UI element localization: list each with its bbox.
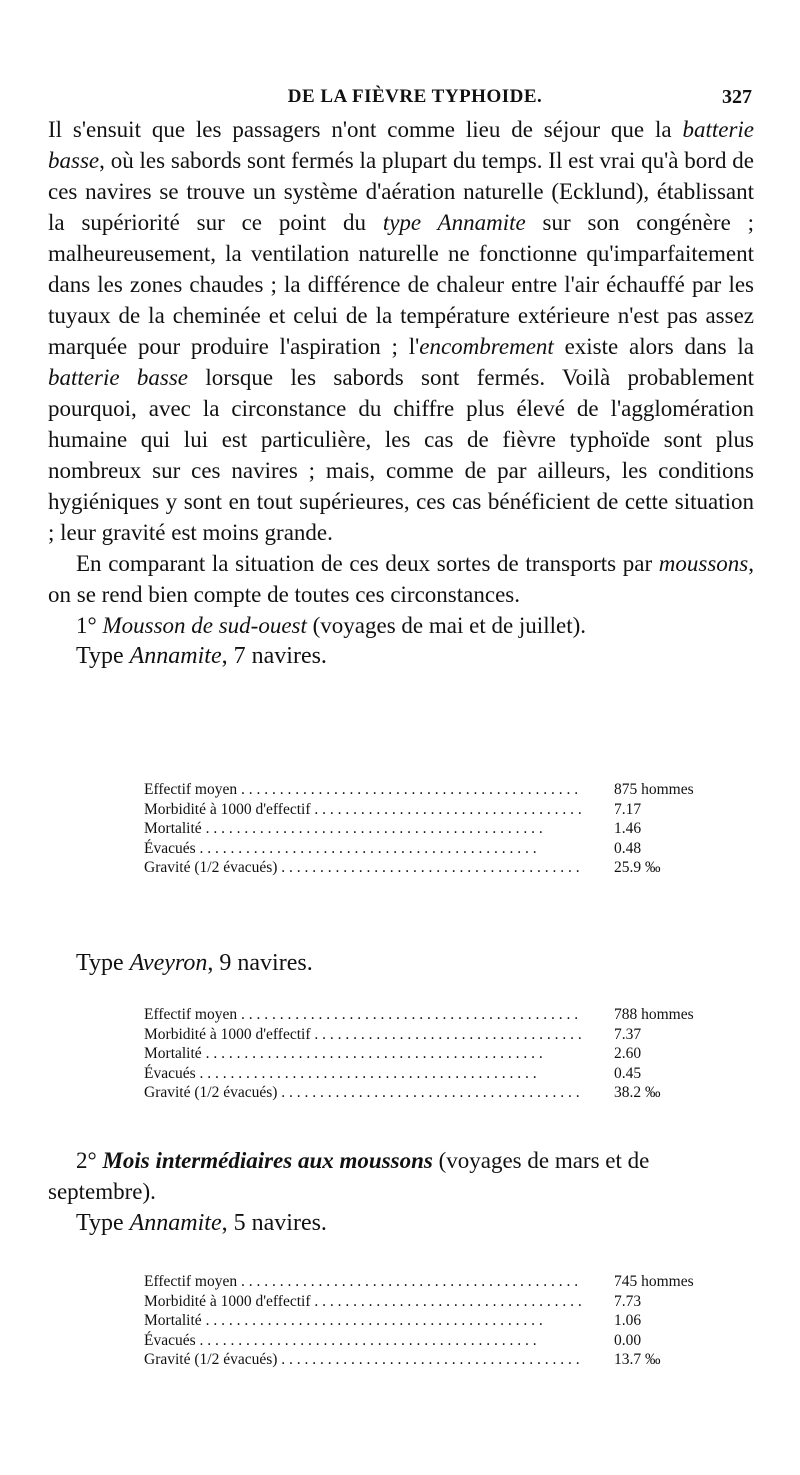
stat-table-aveyron-sud-ouest <box>144 1005 758 1103</box>
table-row: Effectif moyen . . . 788 hommes <box>144 1005 758 1025</box>
body-text <box>48 114 754 672</box>
table-row: Mortalité . . . 1.06 <box>144 1311 758 1331</box>
type-heading-3: Type Annamite, 5 navires. <box>76 1210 327 1236</box>
table-row: Gravité (1/2 évacués) . . . 13.7 ‰ <box>144 1350 758 1370</box>
type-heading-2: Type Aveyron, 9 navires. <box>76 950 313 976</box>
paragraph-2: En comparant la situation de ces deux sortes de transports par moussons, on se rend bien compte de toutes ces circonstances. <box>48 551 754 607</box>
table-row: Gravité (1/2 évacués) . . . 38.2 ‰ <box>144 1083 758 1103</box>
stat-table-annamite-sud-ouest <box>144 780 758 878</box>
paragraph-1: Il s'ensuit que les passagers n'ont comme lieu de séjour que la batterie basse, où les sabords sont fermés la plupart du temps. Il est vrai qu'à bord de ces navires se trouve un système d'aération naturelle (Ecklund), établissant la supériorité sur ce point du type Annamite sur son congénère ; malheureusement, la ventilation naturelle ne fonctionne qu'imparfaitement dans les zones chaudes ; la différence de chaleur entre l'air échauffé par les tuyaux de la cheminée et celui de la température extérieure n'est pas assez marquée pour produire l'aspiration ; l'encombrement existe alors dans la batterie basse lorsque les sabords sont fermés. Voilà probablement pourquoi, avec la circonstance du chiffre plus élevé de l'agglomération humaine qui lui est particulière, les cas de fièvre typhoïde sont plus nombreux sur ces navires ; mais, comme de par ailleurs, les conditions hygiéniques y sont en tout supérieures, ces cas bénéficient de cette situation ; leur gravité est moins grande. <box>48 117 755 545</box>
table-row: Morbidité à 1000 d'effectif . . . 7.37 <box>144 1025 758 1045</box>
running-title: DE LA FIÈVRE TYPHOIDE. <box>287 86 543 107</box>
table-row: Évacués . . . 0.48 <box>144 839 758 859</box>
table-row: Effectif moyen . . . 875 hommes <box>144 780 758 800</box>
table-row: Mortalité . . . 2.60 <box>144 1044 758 1064</box>
type-heading-1: Type Annamite, 7 navires. <box>76 643 327 669</box>
section-heading-1: 1° Mousson de sud-ouest (voyages de mai et de juillet). <box>76 613 586 638</box>
page-number: 327 <box>722 86 752 108</box>
page-header <box>78 86 752 112</box>
table-row: Morbidité à 1000 d'effectif . . . 7.17 <box>144 800 758 820</box>
section-heading-2: 2° Mois intermédiaires aux moussons (voyages de mars et de septembre). <box>48 1148 650 1204</box>
table-row: Gravité (1/2 évacués) . . . 25.9 ‰ <box>144 858 758 878</box>
stat-table-annamite-intermediaire <box>144 1272 758 1370</box>
table-row: Effectif moyen . . . 745 hommes <box>144 1272 758 1292</box>
table-row: Mortalité . . . 1.46 <box>144 819 758 839</box>
table-row: Évacués . . . 0.00 <box>144 1331 758 1351</box>
table-row: Évacués . . . 0.45 <box>144 1064 758 1084</box>
table-row: Morbidité à 1000 d'effectif . . . 7.73 <box>144 1292 758 1312</box>
